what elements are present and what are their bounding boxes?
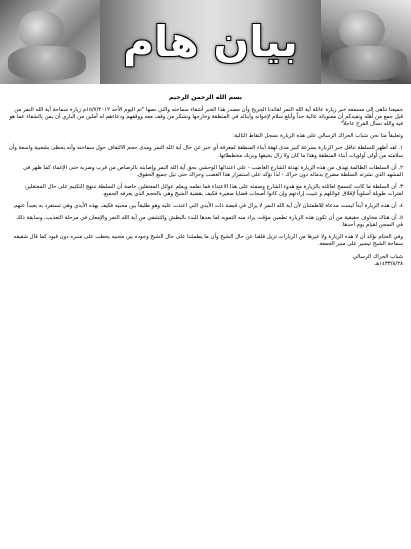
header-banner: [0, 0, 411, 84]
photo-detail: [329, 46, 407, 80]
intro-paragraph: جميعنا تناهى إلى مسمعه خبر زيارة عائلة آية الله النمر لقائدنا الجريح وأن مصدر هذا الخبر أشقاء سماحته والتي نصها "تم اليوم الأحد ١٥/٧/٢٠١٢م زيارة سماحة آية الله النمر من قبل جمع من أهله ونفيدكم أن معنوياته عالية جداً وأبلغ سلام لإخوانه وأبنائه في المنطقة وخارجها وتشكر من وقف معه ووقفهم ودعاءهم له آملين من الباري أن يمن بالشفاء عما هو فيه والله نسأل الفرج عاجلاً": [9, 107, 403, 128]
photo-detail: [18, 10, 64, 50]
section-heading: وتعليقاً منا نحن شباب الحراك الرسالي على هذه الزيارة نسجل النقاط التالية:: [232, 133, 403, 140]
banner-photo-right: [321, 0, 411, 84]
point-4: ٤. أن هذه الزيارة أبداً ليست مدعاة للاطمئنان لأن آية الله النمر لا يزال في قبضة ذات الأيدي التي اعتدت عليه وهو طليقاً بين محبيه فكيف بهذه الأيدي وهي تستفرد به بعيداً عنهم.: [12, 203, 403, 210]
banner-photo-left: [0, 0, 100, 84]
point-3: ٣. أن السلطة ما كانت لتسمح لعائلته بالزيارة مع هدوء الشارع وصمته على هذا الاعتداء فما نعلمه ويعلم عوائل المعتقلين خاصة أن السلطة تنتهج التكتيم على حال المعتقلين لفترات طويلة أسلوباً لإقلاق عوائلهم و تثبيت إرادتهم وإن كانوا أصحاب قضايا صغيرة فكيف بقضية الشيخ وهي بالحجم الذي يعرفه الجميع.: [25, 183, 403, 197]
closing-paragraph: وفي الختام نؤكد أن لا هذه الزيارة ولا غيرها من الزيارات تزيل قلقنا عن حال الشيخ وأن ما يطمئننا على حال الشيخ وجوده بين محبيه يخطب على منبره دون قيود كما قال شقيقه سماحة الشيخ تيسير على منبر الجمعة.: [13, 234, 403, 248]
photo-detail: [339, 10, 385, 50]
signature: شباب الحراك الرسالي: [352, 253, 403, 260]
point-1: ١. لقد أظهر للسلطة تناقل خبر الزيارة بسرعة كبير مدى لهفة أبناء المنطقة لمعرفة أي خبر عن حال آية الله النمر ومدى حجم الالتفاف حول سماحته وأنه يحظى بشعبية واسعة وأن سلامته من أولى أولويات أبناء المنطقة وهذا ما كان ولا زال يخيفها ويربك مخططاتها.: [8, 145, 403, 159]
photo-detail: [8, 46, 86, 80]
page-title: بيان هام: [123, 17, 298, 66]
date: ١٤٣٣/٨/٢٨هـ: [374, 260, 403, 267]
basmala: بسم الله الرحمن الرحيم: [168, 94, 243, 101]
statement-body: [8, 92, 403, 544]
point-5: ٥. أن هناك مخاوف حقيقية من أن تكون هذه الزيارة تطمين مؤقت يراد منه التمويه لما بعدها للبدء بالبطش والتشفي من آية الله النمر والإمعان في مرحلة التعذيب، وسابقة ذلك في السجن لقيام يوم أحدها.: [16, 215, 403, 229]
point-2: ٢. أن السلطات الظالمة تهدف من هذه الزيارة تهدئة الشارع الغاضب - على اعتدائها الوحشي بحق آية الله النمر وإصابته بالرصاص من قرب وضربه حتى الإغماء كما ظهر في المشهد الذي نشرته السلطة مضرج بدمائه دون حراك - لذا نؤكد على استمرار هذا الغضب وحراك حتى نيل جميع الحقوق.: [23, 164, 403, 178]
